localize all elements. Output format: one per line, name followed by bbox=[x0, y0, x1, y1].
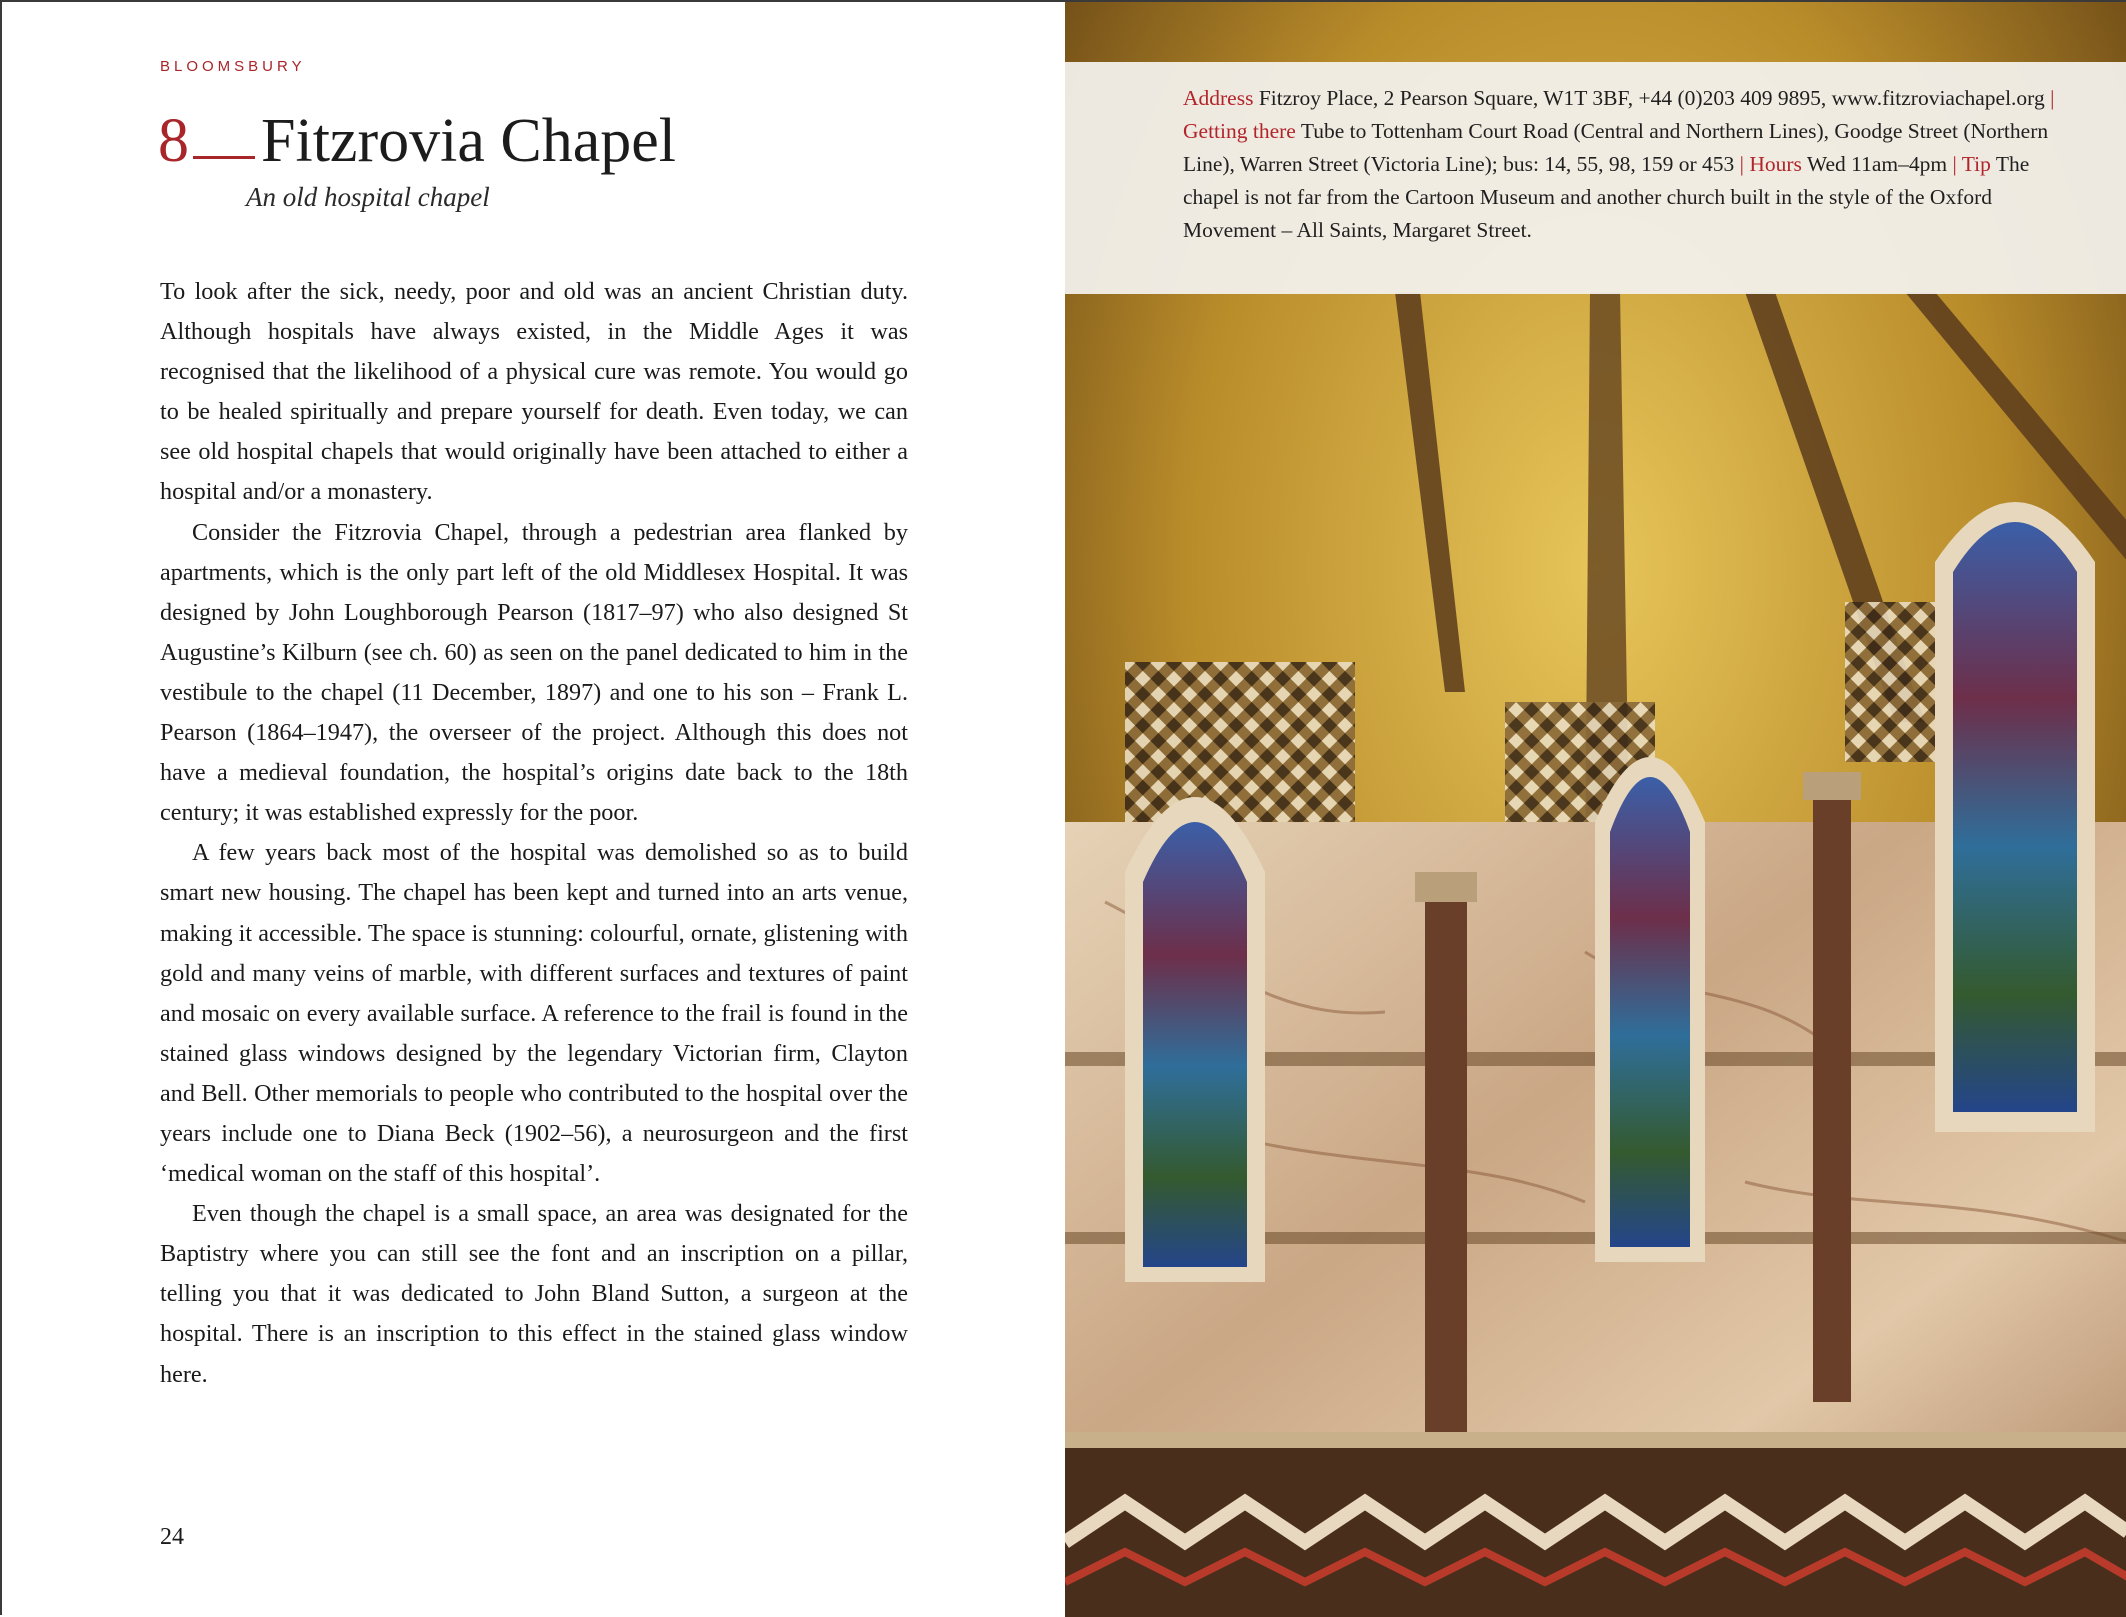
title-rule bbox=[193, 156, 255, 159]
separator: | bbox=[2050, 86, 2055, 110]
tip-label: Tip bbox=[1961, 152, 1991, 176]
hours-value: Wed 11am–4pm bbox=[1806, 152, 1948, 176]
chapter-subtitle: An old hospital chapel bbox=[246, 182, 490, 212]
body-text bbox=[160, 272, 908, 1395]
info-text bbox=[1183, 82, 2083, 247]
page-number: 24 bbox=[160, 1524, 184, 1550]
address-value: Fitzroy Place, 2 Pearson Square, W1T 3BF, +44 (0)203 409 9895, www.fitzroviachapel.org bbox=[1258, 86, 2045, 110]
getting-there-value: Tube to Tottenham Court Road (Central and Northern Lines), Goodge Street (Northern Line), Warren Street (Victoria Line); bus: 14, 55, 98, 159 or 453 bbox=[1183, 119, 2049, 176]
chapter-title: Fitzrovia Chapel bbox=[261, 107, 676, 175]
running-head: BLOOMSBURY bbox=[160, 58, 306, 75]
right-page bbox=[1065, 2, 2126, 1617]
chapter-heading bbox=[158, 107, 676, 180]
separator: | bbox=[1739, 152, 1744, 176]
hours-label: Hours bbox=[1749, 152, 1802, 176]
paragraph: To look after the sick, needy, poor and old was an ancient Christian duty. Although hospitals have always existed, in the Middle Ages it was recognised that the likelihood of a physical cure was remote. You would go to be healed spiritually and prepare yourself for death. Even today, we can see old hospital chapels that would originally have been attached to either a hospital and/or a monastery. bbox=[160, 278, 908, 506]
paragraph: Even though the chapel is a small space, an area was designated for the Baptistry where you can still see the font and an inscription on a pillar, telling you that it was dedicated to John Bland Sutton, a surgeon at the hospital. There is an inscription to this effect in the stained glass window here. bbox=[160, 1200, 908, 1388]
chapter-number: 8 bbox=[158, 107, 189, 175]
tip-value: The chapel is not far from the Cartoon Museum and another church built in the style of the Oxford Movement – All Saints, Margaret Street. bbox=[1183, 152, 2030, 242]
address-label: Address bbox=[1183, 86, 1254, 110]
paragraph: A few years back most of the hospital was demolished so as to build smart new housing. The chapel has been kept and turned into an arts venue, making it accessible. The space is stunning: colourful, ornate, glistening with gold and many veins of marble, with different surfaces and textures of paint and mosaic on every available surface. A reference to the frail is found in the stained glass windows designed by the legendary Victorian firm, Clayton and Bell. Other memorials to people who contributed to the hospital over the years include one to Diana Beck (1902–56), a neurosurgeon and the first ‘medical woman on the staff of this hospital’. bbox=[160, 839, 908, 1188]
paragraph: Consider the Fitzrovia Chapel, through a pedestrian area flanked by apartments, which is the only part left of the old Middlesex Hospital. It was designed by John Loughborough Pearson (1817–97) who also designed St Augustine’s Kilburn (see ch. 60) as seen on the panel dedicated to him in the vestibule to the chapel (11 December, 1897) and one to his son – Frank L. Pearson (1864–1947), the overseer of the project. Although this does not have a medieval foundation, the hospital’s origins date back to the 18th century; it was established expressly for the poor. bbox=[160, 518, 908, 827]
left-page bbox=[2, 2, 1065, 1617]
getting-there-label: Getting there bbox=[1183, 119, 1296, 143]
separator: | bbox=[1952, 152, 1957, 176]
